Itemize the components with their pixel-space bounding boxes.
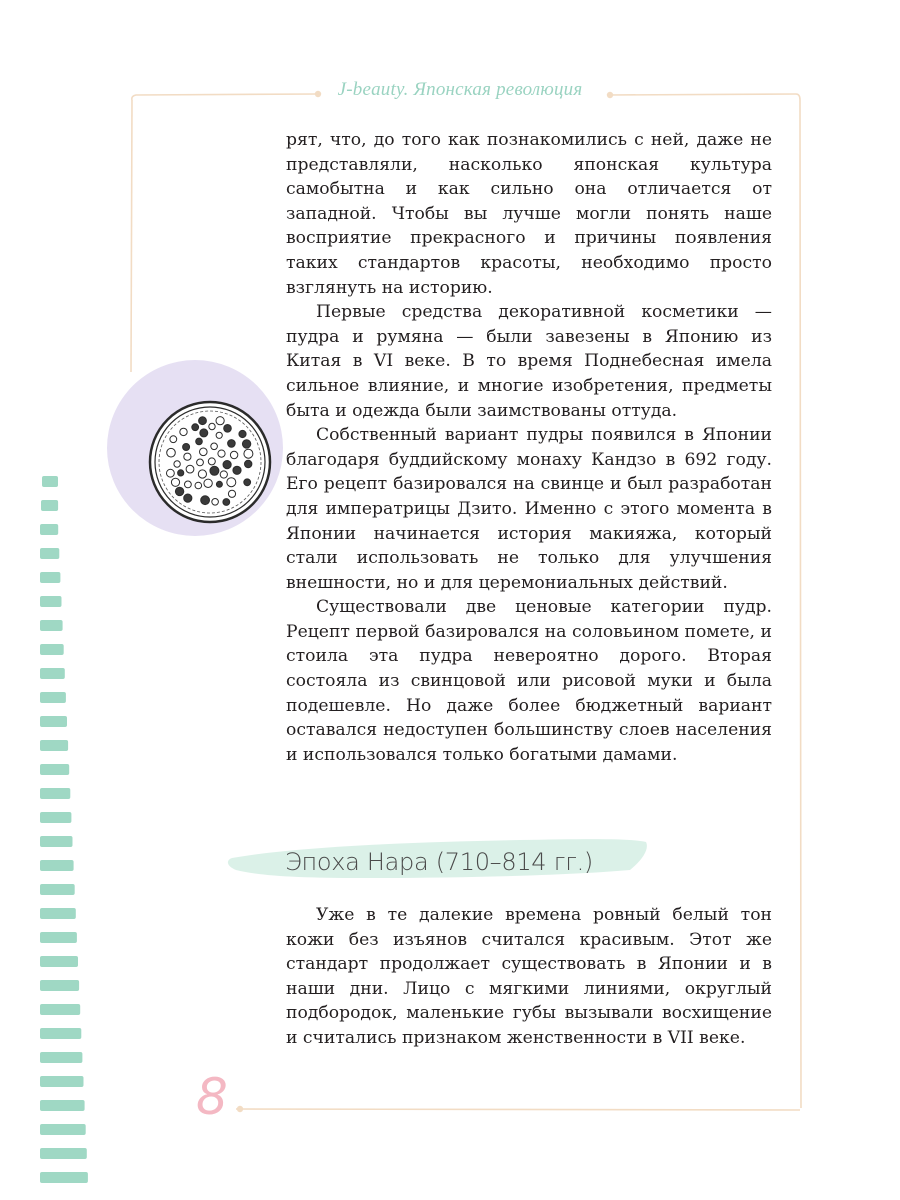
powder-pearl [208, 458, 215, 465]
powder-pearl [167, 448, 176, 457]
stripe [40, 572, 60, 583]
stripe [40, 692, 66, 703]
stripe [40, 740, 68, 751]
stripe [40, 788, 70, 799]
stripe [40, 884, 75, 895]
powder-pearl [244, 479, 251, 486]
stripe [40, 1004, 80, 1015]
stripe [40, 1100, 85, 1111]
powder-pearl [192, 424, 199, 431]
stripe [40, 1148, 87, 1159]
stripe [40, 812, 71, 823]
stripe [40, 524, 58, 535]
powder-pearl [185, 481, 192, 488]
powder-pearl [171, 478, 179, 486]
paragraph: Собственный вариант пудры появился в Японии благодаря буддийскому монаху Кандзо в 692 году. Его рецепт базировался на свинце и был разработан для императрицы Дзито. Именно с этого момента в Японии начинается история макияжа, который стали использовать не только для улучшения внешности, но и для церемониальных действий. [286, 425, 772, 593]
powder-pearl [167, 469, 175, 477]
powder-pearl [201, 496, 210, 505]
powder-pearl [186, 465, 194, 473]
stripe [40, 644, 64, 655]
stripe [41, 500, 58, 511]
powder-pearl [228, 490, 235, 497]
powder-pearl [198, 470, 206, 478]
stripe [40, 716, 67, 727]
stripe [40, 1172, 88, 1183]
running-head: J-beauty. Японская революция [337, 79, 583, 100]
stripe [40, 764, 69, 775]
powder-pearl [200, 429, 208, 437]
paragraph: рят, что, до того как познакомились с ней, даже не представляли, насколько японская культура самобытна и как сильно она отличается от западной. Чтобы вы лучше могли понять наше восприятие прекрасного и причины появления таких стандартов красоты, необходимо просто взглянуть на историю. [286, 130, 772, 298]
stripe [40, 668, 65, 679]
powder-pearl [216, 432, 222, 438]
powder-pearl [223, 499, 230, 506]
stripe [40, 980, 79, 991]
striped-band [40, 476, 88, 1183]
powder-pearl [204, 479, 212, 487]
body-text [286, 128, 772, 767]
powder-pearl [180, 428, 187, 435]
powder-pearl [228, 440, 236, 448]
powder-pearl [211, 443, 218, 450]
powder-pearl [197, 459, 204, 466]
powder-pearl [184, 453, 191, 460]
powder-pearl [210, 466, 219, 475]
powder-pearl [218, 450, 225, 457]
powder-pearl [227, 478, 236, 487]
paragraph: Существовали две ценовые категории пудр. Рецепт первой базировался на соловьином помете, и стоила эта пудра невероятно дорого. Вторая состояла из свинцовой или рисовой муки и была подешевле. Но даже более бюджетный вариант оставался недоступен большинству слоев населения и использовался только богатыми дамами. [286, 597, 772, 765]
powder-pearl [216, 481, 222, 487]
powder-pearl [223, 461, 231, 469]
powder-pearl [239, 430, 246, 437]
paragraph: Первые средства декоративной косметики — пудра и румяна — были завезены в Японию из Китая в VI веке. В то время Поднебесная имела сильное влияние, и многие изобретения, предметы быта и одежда были заимствованы оттуда. [286, 302, 772, 421]
powder-pearl [212, 499, 219, 506]
stripe [40, 596, 62, 607]
stripe [40, 1124, 86, 1135]
paragraph: Уже в те далекие времена ровный белый тон кожи без изъянов считался красивым. Этот же стандарт продолжает существовать в Японии и в наши дни. Лицо с мягкими линиями, округлый подбородок, маленькие губы вызывали восхищение и считались признаком женственности в VII веке. [286, 905, 772, 1048]
stripe [40, 1028, 81, 1039]
section-heading: Эпоха Нара (710–814 гг.) [285, 848, 593, 876]
page-number: 8 [196, 1068, 228, 1126]
powder-pearl [175, 487, 183, 495]
powder-pearl [200, 448, 208, 456]
section-text [286, 903, 772, 1051]
stripe [40, 620, 63, 631]
powder-pearl [230, 451, 237, 458]
powder-pearl [174, 461, 180, 467]
stripe [40, 836, 73, 847]
powder-pearl [216, 417, 224, 425]
powder-pearl [245, 460, 252, 467]
powder-compact-illustration [150, 402, 270, 522]
powder-pearl [242, 440, 250, 448]
powder-pearl [199, 417, 207, 425]
powder-pearl [184, 494, 192, 502]
powder-pearl [178, 470, 184, 476]
stripe [40, 956, 78, 967]
stripe [40, 932, 77, 943]
stripe [40, 1052, 82, 1063]
stripe [40, 548, 59, 559]
powder-pearl [244, 449, 253, 458]
powder-pearl [224, 425, 232, 433]
powder-pearl [183, 444, 190, 451]
powder-pearl [209, 423, 215, 429]
powder-pearl [170, 436, 177, 443]
powder-pearl [196, 438, 203, 445]
stripe [40, 860, 74, 871]
powder-pearl [195, 482, 202, 489]
powder-pearl [233, 466, 241, 474]
powder-pearl [220, 471, 227, 478]
stripe [40, 908, 76, 919]
stripe [42, 476, 58, 487]
stripe [40, 1076, 84, 1087]
